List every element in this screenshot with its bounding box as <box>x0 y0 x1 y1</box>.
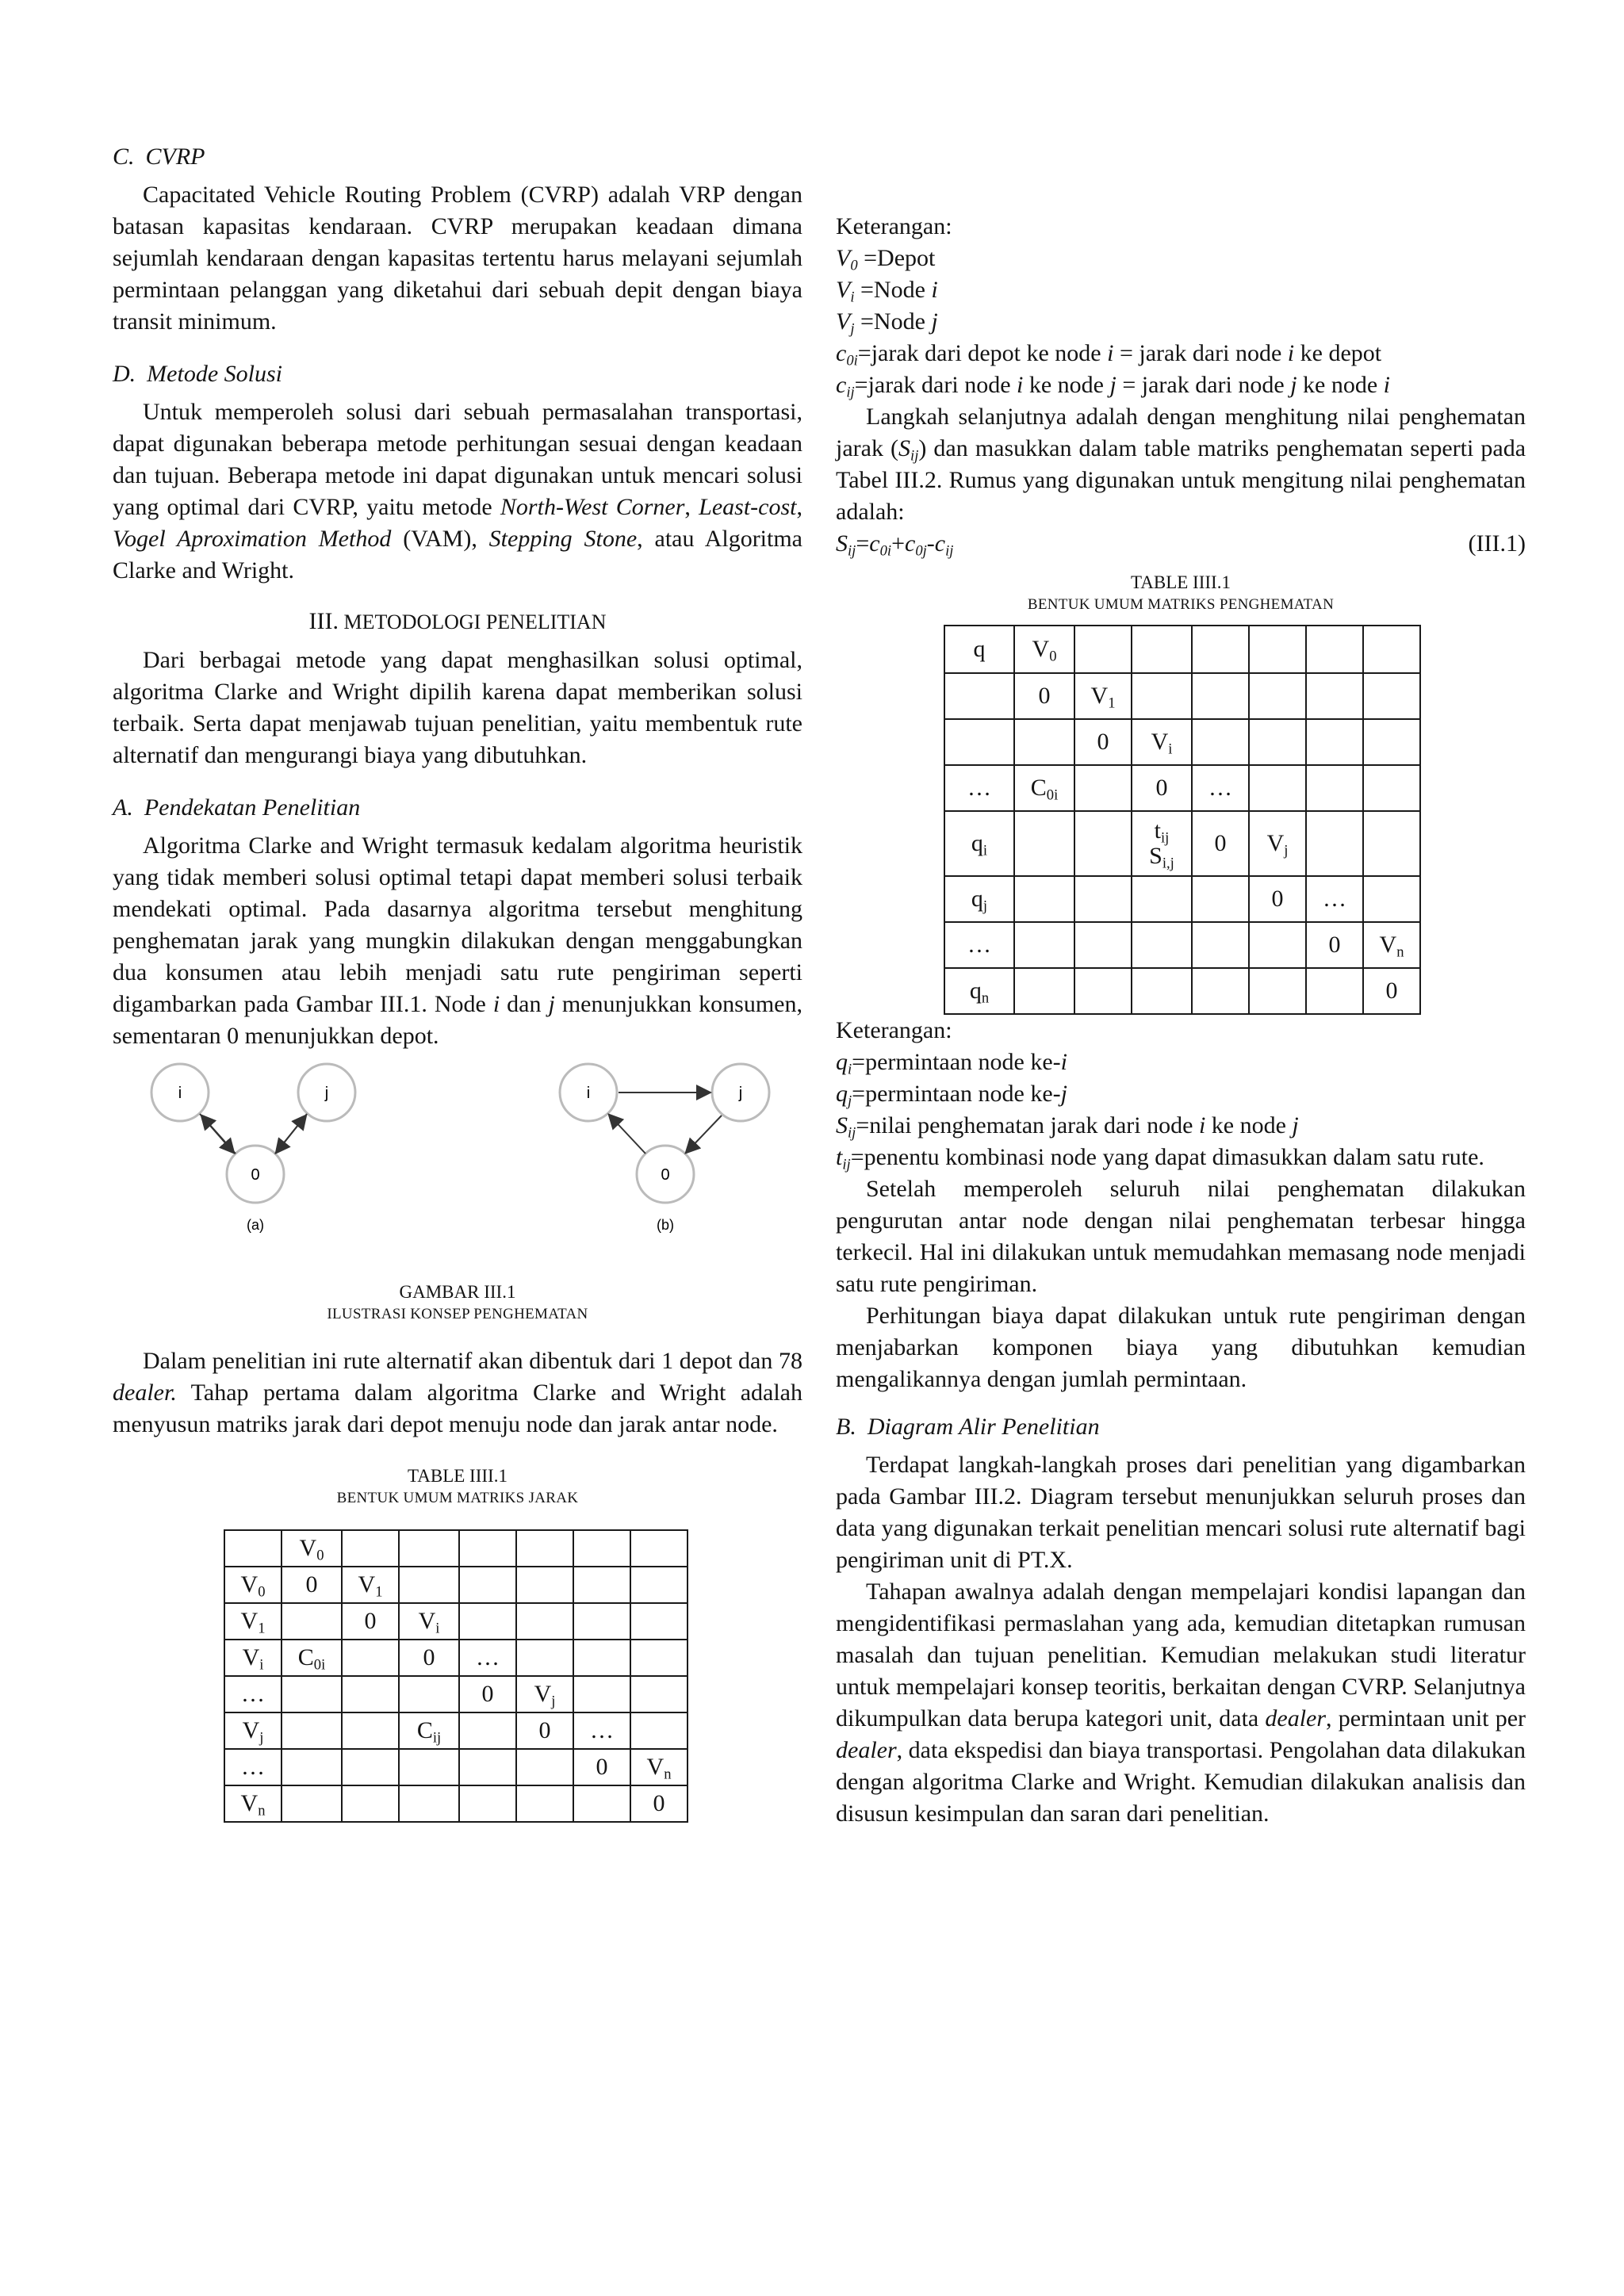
figure-a-label: (a) <box>247 1217 264 1233</box>
table1-cell <box>399 1567 459 1603</box>
table1-cell <box>630 1603 688 1640</box>
table2-row <box>944 626 1420 673</box>
table2-cell <box>1192 876 1249 922</box>
table1-cell: $C_{ij}$ <box>399 1712 459 1749</box>
table1-cell: $V_n$ <box>630 1749 688 1785</box>
table1-cell: $V_j$ <box>516 1676 573 1712</box>
table2-cell <box>1306 968 1363 1014</box>
ket-qi: $q_i=permintaan$ node ke-i <box>836 1049 1067 1078</box>
table1-cell: 0 <box>573 1749 630 1785</box>
table1-cell: … <box>224 1749 282 1785</box>
table2-cell <box>1014 968 1074 1014</box>
table1-row <box>224 1749 688 1785</box>
table2-cell <box>1306 626 1363 673</box>
table2-cell <box>1074 968 1132 1014</box>
table1-cell: 0 <box>459 1676 516 1712</box>
table1-cell: … <box>224 1676 282 1712</box>
section-c-heading: C. CVRP <box>113 144 205 170</box>
table2-cell: $t_{ij}$ $S_{i,j}$ <box>1132 811 1192 876</box>
diagram-alir-paragraph-1: Terdapat langkah-langkah proses dari penelitian yang digambarkan pada Gambar III.2. Diagram tersebut menunjukkan seluruh proses dan data yang digunakan terkait penelitian mencari solusi rute alternatif bagi pengiriman unit di PT.X. <box>836 1452 1526 1573</box>
table2-cell: $q_n$ <box>944 968 1014 1014</box>
table2-cell: … <box>944 922 1014 968</box>
cvrp-paragraph: Capacitated Vehicle Routing Problem (CVRP) adalah VRP dengan batasan kapasitas kendaraan. CVRP merupakan keadaan dimana sejumlah kendaraan dengan kapasitas tertentu harus melayani sejumlah permintaan pelanggan yang diketahui dari sebuah depit dengan biaya transit minimum. <box>113 182 802 335</box>
table2-cell <box>1014 811 1074 876</box>
arrow-a-2 <box>202 1116 236 1154</box>
table2-cell: 0 <box>1132 765 1192 811</box>
table1-cell: $C_{0i}$ <box>282 1640 342 1676</box>
table1-cell: $V_1$ <box>224 1603 282 1640</box>
savings-concept-figure <box>113 1057 802 1263</box>
arrow-a-4 <box>275 1116 305 1154</box>
table1-cell: 0 <box>342 1603 399 1640</box>
formula-number: (III.1) <box>1468 530 1526 557</box>
table1-cell <box>282 1676 342 1712</box>
table2-cell <box>1306 719 1363 765</box>
table1-cell <box>342 1785 399 1822</box>
figure-b <box>560 1064 769 1233</box>
table2-cell <box>1192 968 1249 1014</box>
table1-cell <box>516 1640 573 1676</box>
table1-row <box>224 1530 688 1567</box>
table2-cell <box>1363 765 1420 811</box>
table1-caption-title: BENTUK UMUM MATRIKS JARAK <box>336 1490 579 1506</box>
table2-caption-title: BENTUK UMUM MATRIKS PENGHEMATAN <box>1027 596 1335 613</box>
node-0-label-a: 0 <box>251 1166 260 1184</box>
table2-cell <box>1132 922 1192 968</box>
table1-cell <box>516 1567 573 1603</box>
table2-cell <box>1132 626 1192 673</box>
table2-cell <box>1192 673 1249 719</box>
node-0-label-b: 0 <box>661 1166 670 1184</box>
table1-caption-number: TABLE IIII.1 <box>408 1466 508 1486</box>
table2-cell <box>1192 719 1249 765</box>
figure-b-label: (b) <box>657 1217 674 1233</box>
distance-matrix-table <box>224 1529 688 1823</box>
figure-caption-title: ILUSTRASI KONSEP PENGHEMATAN <box>327 1306 588 1322</box>
table2-cell: $V_i$ <box>1132 719 1192 765</box>
table1-cell <box>399 1676 459 1712</box>
table1-cell <box>282 1603 342 1640</box>
table2-cell: … <box>1192 765 1249 811</box>
table1-cell <box>459 1603 516 1640</box>
table1-cell: $V_1$ <box>342 1567 399 1603</box>
node-j-label-a: j <box>324 1085 329 1102</box>
table1-cell <box>459 1530 516 1567</box>
table2-row <box>944 876 1420 922</box>
table1-cell: 0 <box>399 1640 459 1676</box>
table2-cell <box>1249 719 1306 765</box>
ket-tij: $t_{ij}=penentu$ kombinasi node yang dapat dimasukkan dalam satu rute. <box>836 1144 1484 1173</box>
table1-row <box>224 1785 688 1822</box>
table2-cell <box>1249 626 1306 673</box>
right-column <box>836 211 1526 1830</box>
table1-cell <box>342 1712 399 1749</box>
table2-cell: 0 <box>1306 922 1363 968</box>
table2-cell: 0 <box>1192 811 1249 876</box>
table1-cell <box>573 1785 630 1822</box>
node-i-label-b: i <box>586 1085 591 1102</box>
table2-cell <box>1192 626 1249 673</box>
table1-row <box>224 1567 688 1603</box>
node-i-label-a: i <box>178 1085 182 1102</box>
table2-cell: $q_i$ <box>944 811 1014 876</box>
table2-cell: $q_j$ <box>944 876 1014 922</box>
table2-cell <box>1074 765 1132 811</box>
table2-cell: 0 <box>1249 876 1306 922</box>
table2-cell <box>1249 673 1306 719</box>
left-column <box>113 141 802 1823</box>
table2-cell: $V_n$ <box>1363 922 1420 968</box>
section-b-heading: B. Diagram Alir Penelitian <box>836 1414 1100 1440</box>
table2-cell: 0 <box>1014 673 1074 719</box>
table1-cell: … <box>459 1640 516 1676</box>
node-j-label-b: j <box>738 1085 743 1102</box>
table1-cell <box>342 1749 399 1785</box>
table1-cell <box>573 1530 630 1567</box>
table1-cell <box>342 1640 399 1676</box>
table2-cell <box>1074 922 1132 968</box>
table1-cell: $V_0$ <box>224 1567 282 1603</box>
perhitungan-paragraph: Perhitungan biaya dapat dilakukan untuk rute pengiriman dengan menjabarkan komponen biaya yang dibutuhkan kemudian mengalikannya dengan jumlah permintaan. <box>836 1303 1526 1392</box>
diagram-alir-paragraph-2: Tahapan awalnya adalah dengan mempelajari kondisi lapangan dan mengidentifikasi permaslahan yang ada, kemudian ditetapkan rumusan masalah dan tujuan penelitian. Kemudian melakukan studi literatur untuk mempelajari konsep teoritis, berkaitan dengan CVRP. Selanjutnya dikumpulkan data berupa kategori unit, data dealer, permintaan unit per dealer, data ekspedisi dan biaya transportasi. Pengolahan data dilakukan dengan algoritma Clarke and Wright. Kemudian dilakukan analisis dan disusun kesimpulan dan saran dari penelitian. <box>836 1578 1526 1827</box>
table1-cell <box>459 1749 516 1785</box>
section-a-heading: A. Pendekatan Penelitian <box>113 794 361 821</box>
table1-cell <box>573 1676 630 1712</box>
table1-cell <box>516 1530 573 1567</box>
table2-cell <box>1014 876 1074 922</box>
table1-cell <box>573 1567 630 1603</box>
table2-cell <box>1363 811 1420 876</box>
table1-cell <box>459 1785 516 1822</box>
keterangan-2 <box>836 1015 1526 1173</box>
ket-vi: $V_i$ =Node i <box>836 277 938 306</box>
langkah-paragraph: Langkah selanjutnya adalah dengan menghitung nilai penghematan jarak $(S_{ij})$ dan masukkan dalam table matriks penghematan seperti pada Tabel III.2. Rumus yang digunakan untuk mengitung nilai penghematan adalah: <box>836 404 1526 525</box>
table1-cell <box>282 1712 342 1749</box>
table2-row <box>944 968 1420 1014</box>
table1-cell <box>342 1530 399 1567</box>
table1-cell <box>573 1640 630 1676</box>
table1-cell <box>630 1567 688 1603</box>
section-iii-heading: III. METODOLOGI PENELITIAN <box>308 608 607 634</box>
figure-caption-number: GAMBAR III.1 <box>399 1282 516 1302</box>
table2-cell <box>1363 876 1420 922</box>
table1-row <box>224 1676 688 1712</box>
table1-cell <box>630 1530 688 1567</box>
table1-cell <box>399 1749 459 1785</box>
table2-cell <box>1363 719 1420 765</box>
table2-caption-number: TABLE IIII.1 <box>1131 572 1231 592</box>
table2-cell <box>1014 719 1074 765</box>
table1-cell <box>282 1785 342 1822</box>
table2-cell <box>1132 968 1192 1014</box>
table1-cell: 0 <box>282 1567 342 1603</box>
ket-v0: $V_0$ =Depot <box>836 245 936 274</box>
table2-cell: … <box>944 765 1014 811</box>
ket-cij: $c_{ij}=jarak$ dari node i ke node j = jarak dari node j ke node i <box>836 372 1391 401</box>
table2-row <box>944 673 1420 719</box>
table1-cell <box>399 1785 459 1822</box>
table1-cell <box>630 1712 688 1749</box>
table2-cell <box>1192 922 1249 968</box>
table1-cell <box>573 1603 630 1640</box>
table2-cell: $V_0$ <box>1014 626 1074 673</box>
table2-cell <box>1363 626 1420 673</box>
table1-cell <box>630 1676 688 1712</box>
ket-sij: $S_{ij}=nilai$ penghematan jarak dari node i ke node j <box>836 1112 1299 1142</box>
table1-cell: … <box>573 1712 630 1749</box>
table1-cell: $V_i$ <box>399 1603 459 1640</box>
ket-c0i: $c_{0i}=jarak$ dari depot ke node i = jarak dari node i ke depot <box>836 340 1382 369</box>
table2-cell <box>1306 811 1363 876</box>
table2-cell <box>1306 765 1363 811</box>
table1-cell <box>342 1676 399 1712</box>
table1-row <box>224 1712 688 1749</box>
table2-row <box>944 811 1420 876</box>
table1-cell <box>224 1530 282 1567</box>
figure-a <box>151 1064 355 1233</box>
table1-cell: $V_j$ <box>224 1712 282 1749</box>
table1-row <box>224 1603 688 1640</box>
table2-cell <box>1074 626 1132 673</box>
table2-cell <box>1074 876 1132 922</box>
savings-formula: $S_{ij}=c_{0i}+c_{0j}-c_{ij}$ (III.1) <box>836 528 1526 560</box>
table1-cell: $V_i$ <box>224 1640 282 1676</box>
penelitian-paragraph: Dalam penelitian ini rute alternatif akan dibentuk dari 1 depot dan 78 dealer. Tahap pertama dalam algoritma Clarke and Wright adalah menyusun matriks jarak dari depot menuju node dan jarak antar node. <box>113 1348 802 1437</box>
table1-cell <box>282 1749 342 1785</box>
metodologi-paragraph: Dari berbagai metode yang dapat menghasilkan solusi optimal, algoritma Clarke and Wright dipilih karena dapat memberikan solusi terbaik. Serta dapat menjawab tujuan penelitian, yaitu membentuk rute alternatif dan mengurangi biaya yang dibutuhkan. <box>113 647 802 768</box>
table2-cell: … <box>1306 876 1363 922</box>
savings-matrix-table <box>944 625 1421 1015</box>
setelah-paragraph: Setelah memperoleh seluruh nilai penghematan dilakukan pengurutan antar node dengan nilai penghematan terbesar hingga terkecil. Hal ini dilakukan untuk memudahkan memasang node menjadi satu rute pengiriman. <box>836 1176 1526 1297</box>
keterangan-1 <box>836 211 1526 401</box>
arrow-b-2 <box>610 1115 645 1154</box>
table2-row <box>944 922 1420 968</box>
table2-cell: 0 <box>1363 968 1420 1014</box>
table2-cell <box>944 719 1014 765</box>
ket-qj: $q_j=permintaan$ node ke-j <box>836 1081 1067 1110</box>
table2-cell <box>1132 673 1192 719</box>
table2-cell: 0 <box>1074 719 1132 765</box>
table2-row <box>944 719 1420 765</box>
table1-cell <box>516 1749 573 1785</box>
section-d-heading: D. Metode Solusi <box>113 361 282 387</box>
table2-cell <box>1249 765 1306 811</box>
table2-cell: $V_j$ <box>1249 811 1306 876</box>
table1-cell <box>630 1640 688 1676</box>
metode-solusi-paragraph: Untuk memperoleh solusi dari sebuah permasalahan transportasi, dapat digunakan beberapa metode perhitungan sesuai dengan keadaan dan tujuan. Beberapa metode ini dapat digunakan untuk mencari solusi yang optimal dari CVRP, yaitu metode North-West Corner, Least-cost, Vogel Aproximation Method (VAM), Stepping Stone, atau Algoritma Clarke and Wright. <box>113 399 803 584</box>
table1-cell <box>459 1567 516 1603</box>
keterangan-2-heading: Keterangan: <box>836 1017 952 1043</box>
table2-cell <box>1306 673 1363 719</box>
table1-cell: 0 <box>630 1785 688 1822</box>
table2-cell <box>944 673 1014 719</box>
arrow-b-3 <box>687 1115 722 1152</box>
table2-cell <box>1249 922 1306 968</box>
table1-cell <box>516 1785 573 1822</box>
table1-cell <box>459 1712 516 1749</box>
table1-row <box>224 1640 688 1676</box>
table2-cell <box>1363 673 1420 719</box>
ket-vj: $V_j$ =Node j <box>836 308 938 338</box>
table2-cell <box>1249 968 1306 1014</box>
table2-cell: $C_{0i}$ <box>1014 765 1074 811</box>
keterangan-1-heading: Keterangan: <box>836 213 952 239</box>
table2-cell <box>1132 876 1192 922</box>
table1-cell: $V_0$ <box>282 1530 342 1567</box>
table2-row <box>944 765 1420 811</box>
table1-cell <box>399 1530 459 1567</box>
table2-cell <box>1014 922 1074 968</box>
table1-cell: 0 <box>516 1712 573 1749</box>
pendekatan-paragraph: Algoritma Clarke and Wright termasuk kedalam algoritma heuristik yang tidak memberi solusi optimal tetapi dapat memberi solusi terbaik mendekati optimal. Pada dasarnya algoritma tersebut menghitung penghematan jarak yang mungkin dilakukan dengan menggabungkan dua konsumen atau lebih menjadi satu rute pengiriman seperti digambarkan pada Gambar III.1. Node i dan j menunjukkan konsumen, sementaran 0 menunjukkan depot. <box>113 832 802 1049</box>
table2-cell <box>1074 811 1132 876</box>
table2-cell: q <box>944 626 1014 673</box>
table1-cell: $V_n$ <box>224 1785 282 1822</box>
table2-cell: $V_1$ <box>1074 673 1132 719</box>
table1-cell <box>516 1603 573 1640</box>
